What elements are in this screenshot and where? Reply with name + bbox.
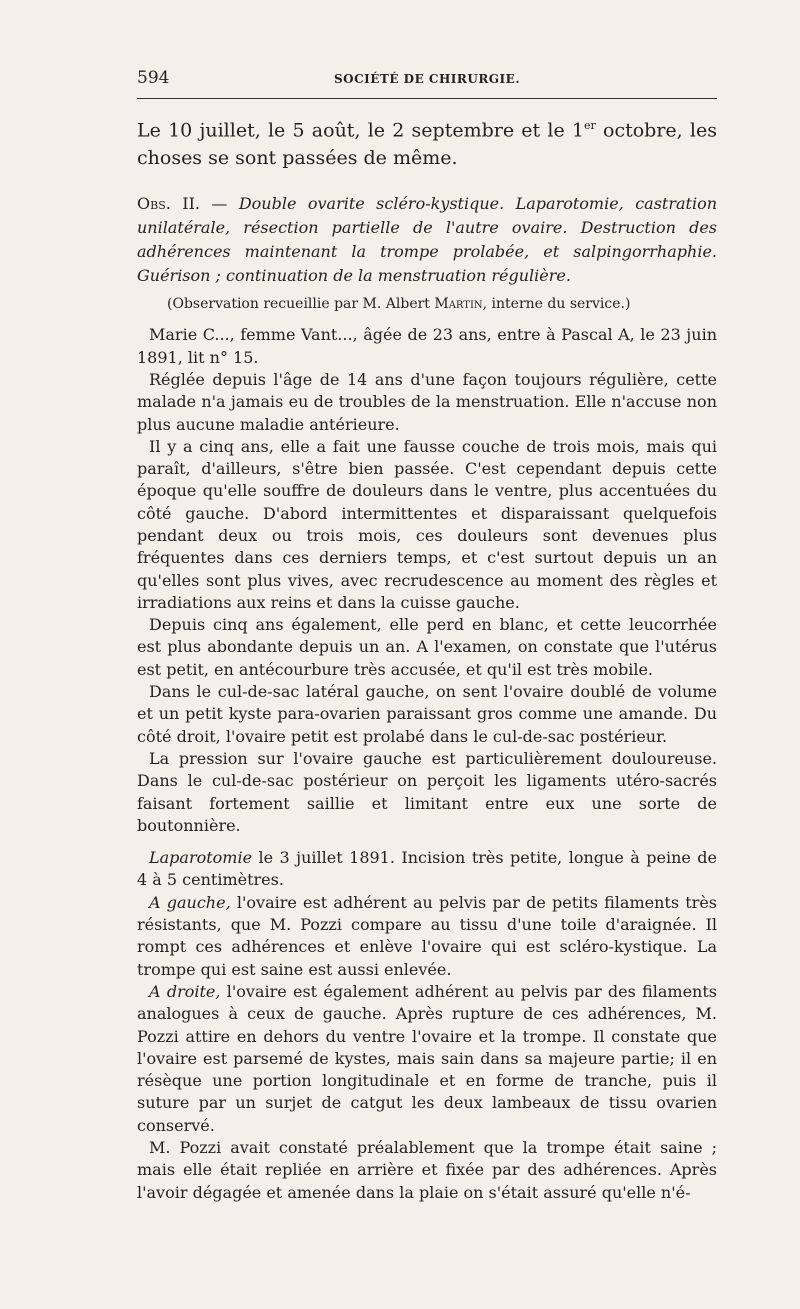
paragraph-3: Il y a cinq ans, elle a fait une fausse couche de trois mois, mais qui paraît, d'ailleurs, s'être bien passée. C'est cependant depuis cette époque qu'elle souffre de douleurs dans le ventre, plus accentuées du côté gauche. D'abord intermittentes et disparaissant quelquefois pendant deux ou trois mois, ces douleurs sont devenues plus fréquentes dans ces derniers temps, et c'est surtout depuis un an qu'elles sont plus vives, avec recrudescence au moment des règles et irradiations aux reins et dans la cuisse gauche. (137, 436, 717, 612)
source-text-b: , interne du service.) (482, 296, 631, 313)
paragraph-4: Depuis cinq ans également, elle perd en blanc, et cette leucorrhée est plus abondante depuis un an. A l'examen, on constate que l'utérus est petit, en antécourbure très accusée, et qu'il est très mobile. (137, 615, 717, 679)
paragraph-5: Dans le cul-de-sac latéral gauche, on sent l'ovaire doublé de volume et un petit kyste para-ovarien paraissant gros comme une amande. Du côté droit, l'ovaire petit est prolabé dans le cul-de-sac postérieur. (137, 682, 717, 746)
source-text-a: (Observation recueillie par M. Albert (167, 296, 435, 313)
page-body (137, 112, 717, 1204)
observation-label: Obs. II. (137, 194, 200, 214)
lead-text-b: octobre, les choses se sont passées de même. (137, 119, 717, 170)
running-title: SOCIÉTÉ DE CHIRURGIE. (333, 72, 520, 86)
observation-title: Double ovarite scléro-kystique. Laparotomie, castration unilatérale, résection partielle de l'autre ovaire. Destruction des adhérences maintenant la trompe prolabée, et salpingorrhaphie. Guérison ; continuation de la menstruation régulière. (137, 194, 718, 286)
paragraph-10: M. Pozzi avait constaté préalablement que la trompe était saine ; mais elle était repliée en arrière et fixée par des adhérences. Après l'avoir dégagée et amenée dans la plaie on s'était assuré qu'elle n'é- (137, 1138, 717, 1202)
paragraph-8-text: l'ovaire est adhérent au pelvis par de petits filaments très résistants, que M. Pozzi compare au tissu d'une toile d'araignée. Il rompt ces adhérences et enlève l'ovaire qui est scléro-kystique. La trompe qui est saine est aussi enlevée. (137, 892, 717, 979)
paragraph-9-text: l'ovaire est également adhérent au pelvis par des filaments analogues à ceux de gauche. Après rupture de ces adhérences, M. Pozzi attire en dehors du ventre l'ovaire et la trompe. Il constate que l'ovaire est parsemé de kystes, mais sain dans sa majeure partie; il en résèque une portion longitudinale et en forme de tranche, puis il suture par un surjet de catgut les deux lambeaux de tissu ovarien conservé. (137, 981, 718, 1135)
paragraph-1: Marie C..., femme Vant..., âgée de 23 ans, entre à Pascal A, le 23 juin 1891, lit n° 15. (137, 325, 717, 367)
observation-heading (137, 192, 717, 288)
observation-source (167, 292, 717, 316)
page-number: 594 (137, 68, 170, 88)
paragraph-8 (137, 892, 717, 981)
paragraph-7 (137, 847, 717, 892)
observation-dash: — (199, 194, 239, 214)
lead-paragraph (137, 112, 717, 172)
lead-sup: er (584, 119, 596, 132)
source-name: Martin (434, 296, 483, 313)
paragraph-9 (137, 981, 717, 1137)
paragraph-6: La pression sur l'ovaire gauche est particulièrement douloureuse. Dans le cul-de-sac postérieur on perçoit les ligaments utéro-sacrés faisant fortement saillie et limitant entre eux une sorte de boutonnière. (137, 748, 717, 835)
paragraph-7-text: le 3 juillet 1891. Incision très petite, longue à peine de 4 à 5 centimètres. (137, 848, 717, 890)
paragraph-2: Réglée depuis l'âge de 14 ans d'une façon toujours régulière, cette malade n'a jamais eu de troubles de la menstruation. Elle n'accuse non plus aucune maladie antérieure. (137, 369, 717, 434)
paragraph-7-italic: Laparotomie (149, 848, 253, 868)
paragraph-9-italic: A droite, (149, 981, 221, 1001)
page-header (137, 58, 717, 99)
paragraph-8-italic: A gauche, (149, 892, 231, 912)
lead-text-a: Le 10 juillet, le 5 août, le 2 septembre et le 1 (137, 119, 585, 142)
